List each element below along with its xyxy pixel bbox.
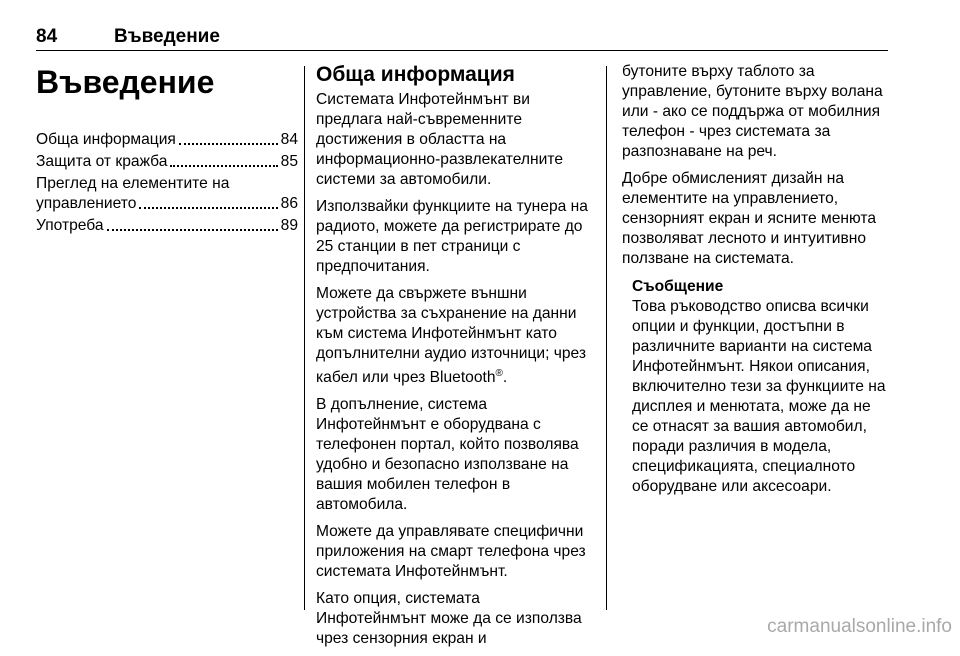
toc-item-theft-protection[interactable]: [36, 152, 298, 172]
page-header: [36, 26, 888, 50]
toc-leader-dots: [170, 165, 277, 167]
toc-item-label: Употреба: [36, 217, 104, 234]
paragraph-smartphone-apps: Можете да управлявате специфични приложения на смарт телефона чрез системата Инфотейнмънт.: [316, 523, 586, 581]
paragraph-text: Можете да свържете външни устройства за съхранение на данни към система Инфотейнмънт като допълнителни аудио източници; чрез кабел или чрез Bluetooth: [316, 285, 587, 387]
toc-item-usage[interactable]: [36, 216, 298, 236]
header-rule: [36, 50, 888, 51]
paragraph-phone-portal: В допълнение, система Инфотейнмънт е оборудвана с телефонен портал, който позволява удобно и безопасно използване на вашия мобилен телефон в автомобила.: [316, 396, 579, 514]
running-title: Въведение: [114, 26, 220, 47]
body-column-1: [316, 62, 593, 656]
toc-leader-dots: [139, 207, 277, 209]
toc-item-label: Защита от кражба: [36, 153, 168, 170]
paragraph-design: Добре обмисленият дизайн на елементите на управлението, сензорният екран и ясните менюта позволяват лесното и интуитивно ползване на системата.: [622, 170, 876, 267]
toc-item-general-info[interactable]: [36, 130, 298, 150]
body-column-2: [622, 62, 888, 497]
toc-item-page: 86: [280, 195, 298, 212]
note-title: Съобщение: [632, 278, 724, 295]
watermark: carmanualsonline.info: [767, 616, 952, 637]
note-box: [632, 277, 888, 497]
toc-item-controls-overview[interactable]: [36, 174, 298, 214]
registered-mark: ®: [495, 368, 503, 379]
column-divider-2: [606, 66, 607, 610]
toc-item-page: 85: [280, 153, 298, 170]
toc-item-label-line1: Преглед на елементите на: [36, 175, 230, 192]
paragraph-external-devices: [316, 284, 593, 388]
toc-item-label: Обща информация: [36, 131, 176, 148]
paragraph-operation-start: Като опция, системата Инфотейнмънт може да се използва чрез сензорния екран и: [316, 590, 582, 648]
chapter-title: Въведение: [36, 64, 215, 100]
toc-item-page: 84: [280, 131, 298, 148]
toc-leader-dots: [179, 143, 278, 145]
note-text: Това ръководство описва всички опции и функции, достъпни в различните варианти на система Инфотейнмънт. Някои описания, включително тези за функциите на дисплея и менютата, може да не се отнасят за вашия автомобил, поради различия в модела, спецификацията, специалното оборудване или аксесоари.: [632, 298, 886, 495]
column-divider-1: [304, 66, 305, 610]
paragraph-operation-continued: бутоните върху таблото за управление, бутоните върху волана или - ако се поддържа от мобилния телефон - чрез системата за разпознаване на реч.: [622, 63, 883, 160]
toc-item-page: 89: [280, 217, 298, 234]
page-number: 84: [36, 26, 58, 47]
toc-item-label-line2: управлението: [36, 195, 137, 212]
table-of-contents: [36, 130, 298, 236]
paragraph-intro: Системата Инфотейнмънт ви предлага най-съвременните достижения в областта на информационно-развлекателните системи за автомобили.: [316, 91, 563, 188]
toc-leader-dots: [107, 229, 278, 231]
toc-column: [36, 62, 298, 238]
paragraph-tuner: Използвайки функциите на тунера на радиото, можете да регистрирате до 25 станции в пет страници с предпочитания.: [316, 198, 588, 275]
paragraph-end: .: [502, 369, 508, 387]
section-title: Обща информация: [316, 63, 515, 86]
